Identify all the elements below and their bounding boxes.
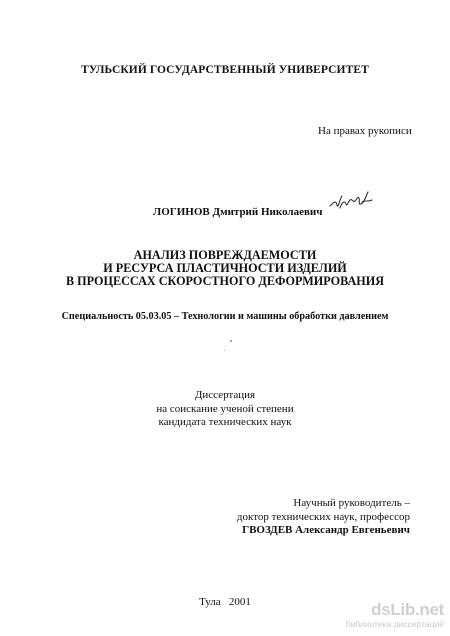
dslib-watermark xyxy=(345,600,444,630)
supervisor-block xyxy=(237,497,410,538)
manuscript-rights-note: На правах рукописи xyxy=(318,125,412,137)
scan-speck xyxy=(224,350,225,351)
watermark-subtitle: библиотека диссертаций xyxy=(345,619,444,629)
scan-speck xyxy=(230,340,232,342)
supervisor-label: Научный руководитель – xyxy=(293,497,410,509)
degree-line: на соискание ученой степени xyxy=(156,402,294,415)
dissertation-degree-block xyxy=(0,389,450,430)
dissertation-title xyxy=(0,249,450,288)
supervisor-degree: доктор технических наук, профессор xyxy=(236,510,410,523)
watermark-logo: dsLib.net xyxy=(371,600,444,619)
handwritten-signature xyxy=(328,188,376,218)
author-name: ЛОГИНОВ Дмитрий Николаевич xyxy=(153,206,323,218)
city-year: Тула 2001 xyxy=(199,596,251,608)
title-line-3: В ПРОЦЕССАХ СКОРОСТНОГО ДЕФОРМИРОВАНИЯ xyxy=(65,274,385,288)
title-line-1: АНАЛИЗ ПОВРЕЖДАЕМОСТИ xyxy=(133,248,317,262)
university-name: ТУЛЬСКИЙ ГОСУДАРСТВЕННЫЙ УНИВЕРСИТЕТ xyxy=(81,64,369,76)
specialty-line: Специальность 05.03.05 – Технологии и машины обработки давлением xyxy=(61,311,389,322)
dissertation-label: Диссертация xyxy=(194,389,256,401)
title-line-2: И РЕСУРСА ПЛАСТИЧНОСТИ ИЗДЕЛИЙ xyxy=(103,261,347,275)
supervisor-name: ГВОЗДЕВ Александр Евгеньевич xyxy=(242,524,410,536)
degree-field-line: кандидата технических наук xyxy=(158,416,292,428)
